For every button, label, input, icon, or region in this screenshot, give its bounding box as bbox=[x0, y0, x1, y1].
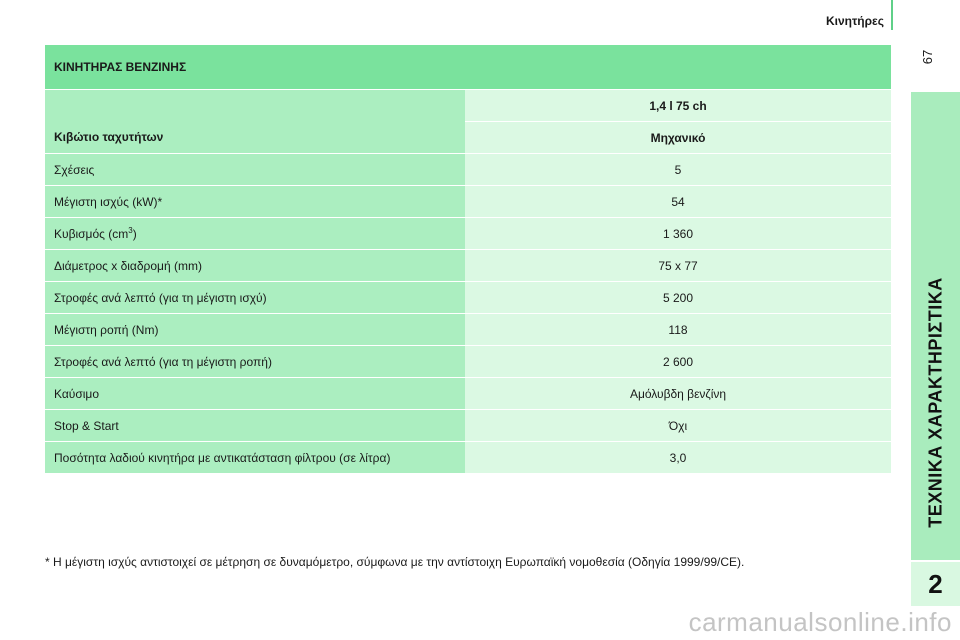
row-label: Stop & Start bbox=[45, 410, 465, 442]
row-label bbox=[45, 218, 465, 250]
footnote: * Η μέγιστη ισχύς αντιστοιχεί σε μέτρηση σε δυναμόμετρο, σύμφωνα με την αντίστοιχη Ευρωπαϊκή νομοθεσία (Οδηγία 1999/99/CE). bbox=[45, 555, 745, 569]
header-divider bbox=[891, 0, 893, 30]
table-row bbox=[45, 442, 891, 474]
row-label: Ποσότητα λαδιού κινητήρα με αντικατάσταση φίλτρου (σε λίτρα) bbox=[45, 442, 465, 474]
chapter-side-tab bbox=[911, 92, 960, 560]
table-row bbox=[45, 346, 891, 378]
gearbox-value: Μηχανικό bbox=[465, 122, 891, 154]
row-label: Μέγιστη ροπή (Nm) bbox=[45, 314, 465, 346]
row-value: Όχι bbox=[465, 410, 891, 442]
table-row bbox=[45, 218, 891, 250]
row-value: 54 bbox=[465, 186, 891, 218]
row-label-text: Κυβισμός (cm bbox=[54, 227, 129, 241]
row-label: Μέγιστη ισχύς (kW)* bbox=[45, 186, 465, 218]
table-row bbox=[45, 250, 891, 282]
watermark: carmanualsonline.info bbox=[688, 607, 952, 637]
gearbox-label: Κιβώτιο ταχυτήτων bbox=[45, 90, 465, 154]
row-value: 75 x 77 bbox=[465, 250, 891, 282]
table-row bbox=[45, 186, 891, 218]
chapter-number-box bbox=[911, 562, 960, 606]
section-title: Κινητήρες bbox=[825, 14, 884, 28]
row-label: Σχέσεις bbox=[45, 154, 465, 186]
table-row bbox=[45, 378, 891, 410]
row-label: Στροφές ανά λεπτό (για τη μέγιστη ισχύ) bbox=[45, 282, 465, 314]
table-title: ΚΙΝΗΤΗΡΑΣ ΒΕΝΖΙΝΗΣ bbox=[45, 45, 891, 90]
table-row bbox=[45, 410, 891, 442]
engine-spec-table bbox=[45, 45, 891, 474]
row-value: 1 360 bbox=[465, 218, 891, 250]
row-label: Διάμετρος x διαδρομή (mm) bbox=[45, 250, 465, 282]
row-value: 5 200 bbox=[465, 282, 891, 314]
chapter-title: ΤΕΧΝΙΚΑ ΧΑΡΑΚΤΗΡΙΣΤΙΚΑ bbox=[925, 277, 946, 528]
row-value: Αμόλυβδη βενζίνη bbox=[465, 378, 891, 410]
row-label-superscript: 3 bbox=[128, 226, 133, 235]
page-number: 67 bbox=[919, 49, 935, 65]
row-value: 118 bbox=[465, 314, 891, 346]
engine-row bbox=[45, 90, 891, 122]
row-label: Καύσιμο bbox=[45, 378, 465, 410]
table-row bbox=[45, 282, 891, 314]
row-value: 2 600 bbox=[465, 346, 891, 378]
row-label-end: ) bbox=[132, 227, 137, 241]
chapter-number: 2 bbox=[928, 568, 943, 599]
row-value: 3,0 bbox=[465, 442, 891, 474]
table-row bbox=[45, 314, 891, 346]
engine-label: 1,4 l 75 ch bbox=[465, 90, 891, 122]
table-row bbox=[45, 154, 891, 186]
row-label: Στροφές ανά λεπτό (για τη μέγιστη ροπή) bbox=[45, 346, 465, 378]
row-value: 5 bbox=[465, 154, 891, 186]
table-title-row bbox=[45, 45, 891, 90]
